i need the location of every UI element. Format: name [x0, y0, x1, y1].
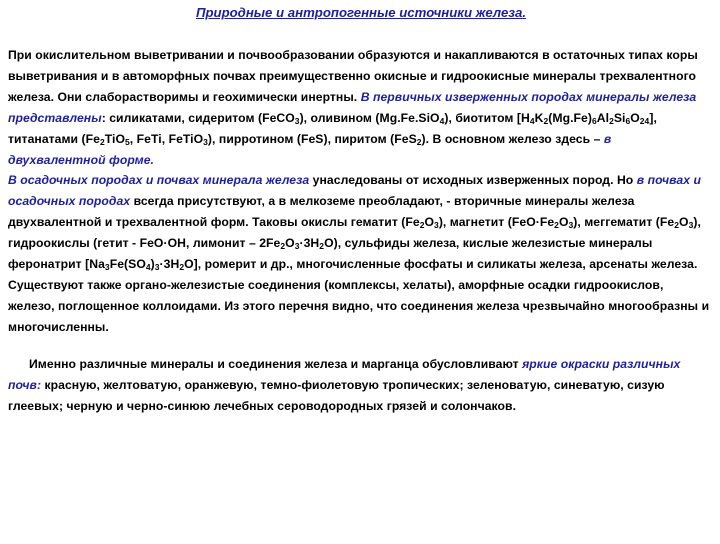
soils-phrase: в почвах и осадочных породах	[8, 173, 701, 209]
maghemite-formula: $Fe_2O_3$	[659, 215, 694, 231]
feronatrite-formula: $Na_3Fe(SO_4)_3\cdot 3H_2O$	[89, 257, 194, 273]
hematite-formula: $Fe_2O_3$	[405, 215, 439, 231]
siderite-formula: FeCO$_3$	[262, 110, 300, 126]
titanates-formula: $Fe_2TiO_5$, FeTi, FeTiO$_3$	[85, 131, 208, 147]
intro-text: При окислительном выветривании и почвообразовании образуются и накапливаются в остаточных типах коры выветривания и в автоморфных почвах преимущественно окисные и гидроокисные минералы трехвалентного железа. Они слаборастворимы и геохимически инертны.	[8, 48, 698, 104]
pyrrhotite-formula: FeS	[300, 131, 324, 146]
document-page	[0, 4, 720, 544]
bright-colors-phrase: яркие окраски различных почв:	[8, 356, 681, 392]
paragraph-soil-colors: Именно различные минералы и соединения железа и марганца обусловливают яркие окраски различных почв: красную, желтоватую, оранжевую, темно-фиолетовую тропических; зеленоватую, синеватую, сизую глеевых; черную и черно-синюю лечебных сероводородных грязей и солончаков.	[8, 356, 681, 413]
primary-rocks-heading: В первичных изверженных породах минералы железа представлены	[8, 89, 697, 125]
olivine-formula: Mg.Fe.SiO$_4$	[379, 110, 445, 126]
page-title: Природные и антропогенные источники железа.	[195, 5, 527, 20]
sedimentary-heading: В осадочных породах и почвах минерала железа	[8, 173, 310, 188]
limonite-formula: $2Fe_2O_3\cdot 3H_2O$	[259, 236, 334, 252]
pyrite-formula: FeS$_2$	[394, 131, 422, 147]
magnetite-formula: $FeO\cdot Fe_2O_3$	[511, 215, 574, 231]
biotite-formula: $H_4K_2(Mg.Fe)_6Al_2Si_6O_{24}$	[521, 110, 650, 126]
divalent-form-text: в двухвалентной форме.	[8, 131, 612, 167]
paragraph-iron-minerals: При окислительном выветривании и почвообразовании образуются и накапливаются в остаточных типах коры выветривания и в автоморфных почвах преимущественно окисные и гидроокисные минералы трехвалентного железа. Они слаборастворимы и геохимически инертны. В первичных изверженных породах минералы железа представлены: силикатами, сидеритом (FeCO$_3$), оливином (Mg.Fe.SiO$_4$), биотитом $[H_4K_2(Mg.Fe)_6Al_2Si_6O_{24}]$, титанатами ($Fe_2TiO_5$, FeTi, FeTiO$_3$), пирротином (FeS), пиритом (FeS$_2$). В основном железо здесь – в двухвалентной форме. В осадочных породах и почвах минерала железа унаследованы от исходных изверженных пород. Но в почвах и осадочных породах всегда присутствуют, а в мелкоземе преобладают, - вторичные минералы железа двухвалентной и трехвалентной форм. Таковы окислы гематит $(Fe_2O_3)$, магнетит $(FeO\cdot Fe_2O_3)$, меггематит $(Fe_2O_3)$, гидроокислы (гетит - FeO·OH, лимонит – $2Fe_2O_3\cdot 3H_2O$), сульфиды железа, кислые железистые минералы феронатрит $[Na_3Fe(SO_4)_3\cdot 3H_2O]$, ромерит и др., многочисленные фосфаты и силикаты железа, арсенаты железа. Существуют также органо-железистые соединения (комплексы, хелаты), аморфные осадки гидроокислов, железо, поглощенное коллоидами. Из этого перечня видно, что соединения железа чрезвычайно многообразны и многочисленны.	[8, 48, 710, 334]
goethite-formula: FeO·OH	[139, 236, 186, 251]
